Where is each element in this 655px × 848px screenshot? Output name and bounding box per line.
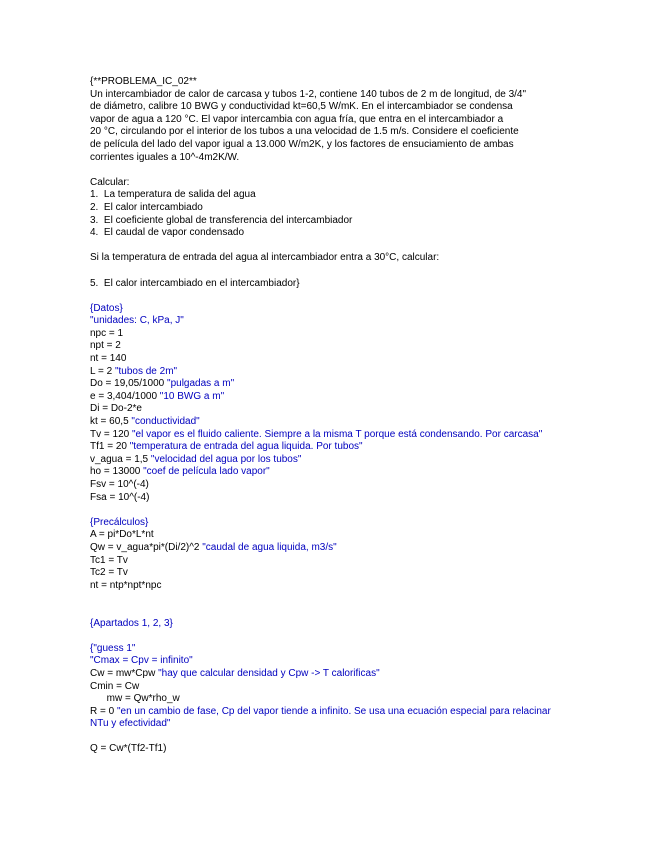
- ho-code: ho = 13000: [90, 466, 144, 478]
- Qw-comment: "caudal de agua liquida, m3/s": [202, 541, 337, 553]
- precalculos-title: {Precálculos}: [90, 516, 149, 528]
- units-comment: "unidades: C, kPa, J": [90, 315, 184, 327]
- kt-comment: "conductividad": [131, 416, 200, 428]
- datos-title: {Datos}: [90, 302, 123, 314]
- Qw-code: Qw = v_agua*pi*(Di/2)^2: [90, 541, 203, 553]
- Tf1-code: Tf1 = 20: [90, 441, 130, 453]
- mw-line: mw = Qw*rho_w: [90, 693, 180, 705]
- Tc1-line: Tc1 = Tv: [90, 554, 128, 566]
- statement-line-4: 20 °C, circulando por el interior de los tubos a una velocidad de 1.5 m/s. Considere el coeficiente: [90, 126, 519, 138]
- statement-line-1: Un intercambiador de calor de carcasa y tubos 1-2, contiene 140 tubos de 2 m de longitud, de 3/4": [90, 88, 527, 100]
- Tv-comment: "el vapor es el fluido caliente. Siempre a la misma T porque está condensando. Por carcasa": [131, 428, 543, 440]
- ho-comment: "coef de película lado vapor": [143, 466, 270, 478]
- Cw-comment: "hay que calcular densidad y Cpw -> T calorificas": [158, 667, 380, 679]
- v-agua-comment: "velocidad del agua por los tubos": [150, 453, 302, 465]
- calc-item-1: 1. La temperatura de salida del agua: [90, 189, 256, 201]
- document-page: [90, 76, 570, 756]
- L-code: L = 2: [90, 365, 115, 377]
- Qw-line: [90, 542, 570, 555]
- npc-line: npc = 1: [90, 327, 124, 339]
- Do-comment: "pulgadas a m": [167, 378, 235, 390]
- calc-item-5: 5. El calor intercambiado en el intercambiador}: [90, 277, 300, 289]
- Di-line: Di = Do-2*e: [90, 403, 142, 415]
- cmax-comment: "Cmax = Cpv = infinito": [90, 655, 193, 667]
- calc-title: Calcular:: [90, 176, 130, 188]
- Cw-line: [90, 668, 570, 681]
- statement-line-3: vapor de agua a 120 °C. El vapor intercambia con agua fría, que entra en el intercambiador a: [90, 113, 504, 125]
- problem-header: {**PROBLEMA_IC_02**: [90, 76, 197, 87]
- v-agua-code: v_agua = 1,5: [90, 453, 151, 465]
- v-agua-line: [90, 454, 570, 467]
- Do-code: Do = 19,05/1000: [90, 378, 168, 390]
- R-comment: "en un cambio de fase, Cp del vapor tiende a infinito. Se usa una ecuación especial para relacinar NTu y efectividad": [90, 705, 551, 730]
- Fsa-line: Fsa = 10^(-4): [90, 491, 150, 503]
- R-line: [90, 706, 570, 731]
- L-line: [90, 366, 570, 379]
- e-line: [90, 391, 570, 404]
- R-code: R = 0: [90, 705, 117, 717]
- Fsv-line: Fsv = 10^(-4): [90, 479, 149, 490]
- guess-comment: {"guess 1": [90, 642, 136, 654]
- kt-line: [90, 416, 570, 429]
- Tf1-comment: "temperatura de entrada del agua liquida. Por tubos": [129, 441, 363, 453]
- kt-code: kt = 60,5: [90, 416, 132, 428]
- nt-line: nt = 140: [90, 353, 127, 365]
- npt-line: npt = 2: [90, 340, 121, 352]
- Cw-code: Cw = mw*Cpw: [90, 667, 159, 679]
- Q-line: Q = Cw*(Tf2-Tf1): [90, 743, 167, 755]
- nt-formula-line: nt = ntp*npt*npc: [90, 579, 162, 591]
- calc-item-3: 3. El coeficiente global de transferencia del intercambiador: [90, 214, 353, 226]
- Tf1-line: [90, 441, 570, 454]
- A-line: A = pi*Do*L*nt: [90, 529, 154, 541]
- statement-line-5: de película del lado del vapor igual a 13.000 W/m2K, y los factores de ensuciamiento de ambas: [90, 138, 514, 150]
- ho-line: [90, 466, 570, 479]
- L-comment: "tubos de 2m": [114, 365, 178, 377]
- e-comment: "10 BWG a m": [159, 390, 225, 402]
- Cmin-line: Cmin = Cw: [90, 680, 140, 692]
- Do-line: [90, 378, 570, 391]
- calc-item-4: 4. El caudal de vapor condensado: [90, 227, 244, 239]
- Tv-code: Tv = 120: [90, 428, 132, 440]
- apartados-title: {Apartados 1, 2, 3}: [90, 617, 173, 629]
- statement-line-6: corrientes iguales a 10^-4m2K/W.: [90, 151, 240, 163]
- e-code: e = 3,404/1000: [90, 390, 160, 402]
- statement-line-2: de diámetro, calibre 10 BWG y conductividad kt=60,5 W/mK. En el intercambiador se condensa: [90, 101, 513, 113]
- conditional-text: Si la temperatura de entrada del agua al intercambiador entra a 30°C, calcular:: [90, 252, 440, 264]
- Tv-line: [90, 429, 570, 442]
- Tc2-line: Tc2 = Tv: [90, 567, 128, 579]
- calc-item-2: 2. El calor intercambiado: [90, 201, 203, 213]
